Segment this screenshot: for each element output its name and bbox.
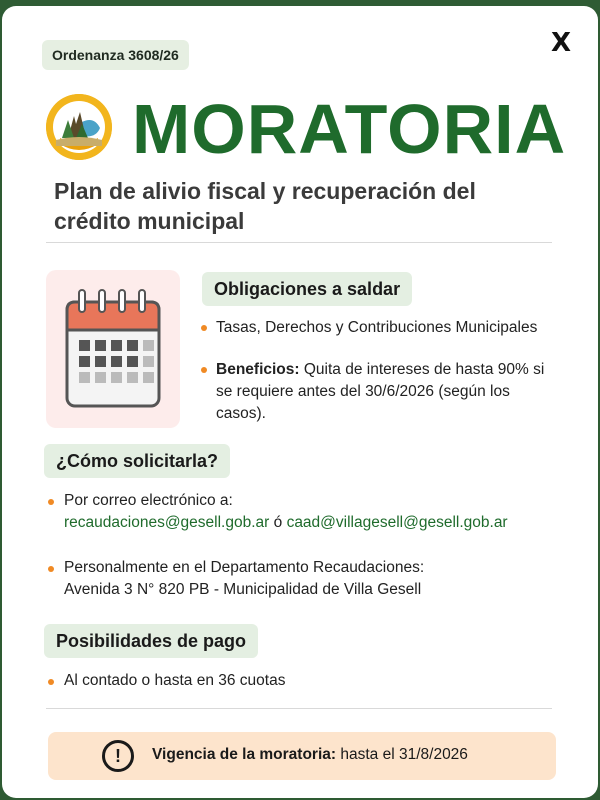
benefits-line-1: Quita de intereses de hasta 90% si xyxy=(303,361,545,378)
email-link-caad[interactable]: caad@villagesell@gesell.gob.ar xyxy=(286,514,508,531)
calendar-icon xyxy=(65,288,161,408)
inperson-line-1: Personalmente en el Departamento Recaudaciones: xyxy=(64,559,425,576)
email-link-recaudaciones[interactable]: recaudaciones@gesell.gob.ar xyxy=(64,514,270,531)
divider xyxy=(46,242,552,243)
email-intro: Por correo electrónico a: xyxy=(64,492,233,509)
page-subtitle: Plan de alivio fiscal y recuperación del crédito municipal xyxy=(54,178,476,234)
benefits-label: Beneficios: xyxy=(216,361,300,378)
inperson-address: Avenida 3 N° 820 PB - Municipalidad de Villa Gesell xyxy=(64,581,422,598)
validity-notice xyxy=(48,732,556,780)
validity-date: hasta el 31/8/2026 xyxy=(340,746,468,763)
email-separator: ó xyxy=(273,514,283,531)
obligations-item-benefits xyxy=(216,359,586,425)
how-to-apply-heading: ¿Cómo solicitarla? xyxy=(44,444,230,478)
warning-icon: ! xyxy=(102,740,134,772)
validity-text xyxy=(152,746,468,764)
municipality-logo xyxy=(46,94,112,160)
benefits-line-3: casos). xyxy=(216,405,266,422)
page-title: MORATORIA xyxy=(132,90,567,168)
benefits-line-2: se requiere antes del 30/6/2026 (según los xyxy=(216,383,510,400)
bullet-dot xyxy=(48,679,54,685)
divider xyxy=(46,708,552,709)
validity-label: Vigencia de la moratoria: xyxy=(152,746,337,763)
calendar-illustration xyxy=(46,270,180,428)
howto-email-item xyxy=(64,490,584,534)
bullet-dot xyxy=(48,566,54,572)
bullet-dot xyxy=(48,499,54,505)
moratoria-modal xyxy=(2,6,598,798)
ordinance-badge: Ordenanza 3608/26 xyxy=(42,40,189,70)
bullet-dot xyxy=(201,367,207,373)
obligations-heading: Obligaciones a saldar xyxy=(202,272,412,306)
bullet-dot xyxy=(201,325,207,331)
howto-inperson-item xyxy=(64,557,584,601)
payment-item: Al contado o hasta en 36 cuotas xyxy=(64,672,286,689)
obligations-item-taxes: Tasas, Derechos y Contribuciones Municipales xyxy=(216,319,538,336)
close-icon[interactable]: X xyxy=(550,28,572,58)
payment-options-heading: Posibilidades de pago xyxy=(44,624,258,658)
